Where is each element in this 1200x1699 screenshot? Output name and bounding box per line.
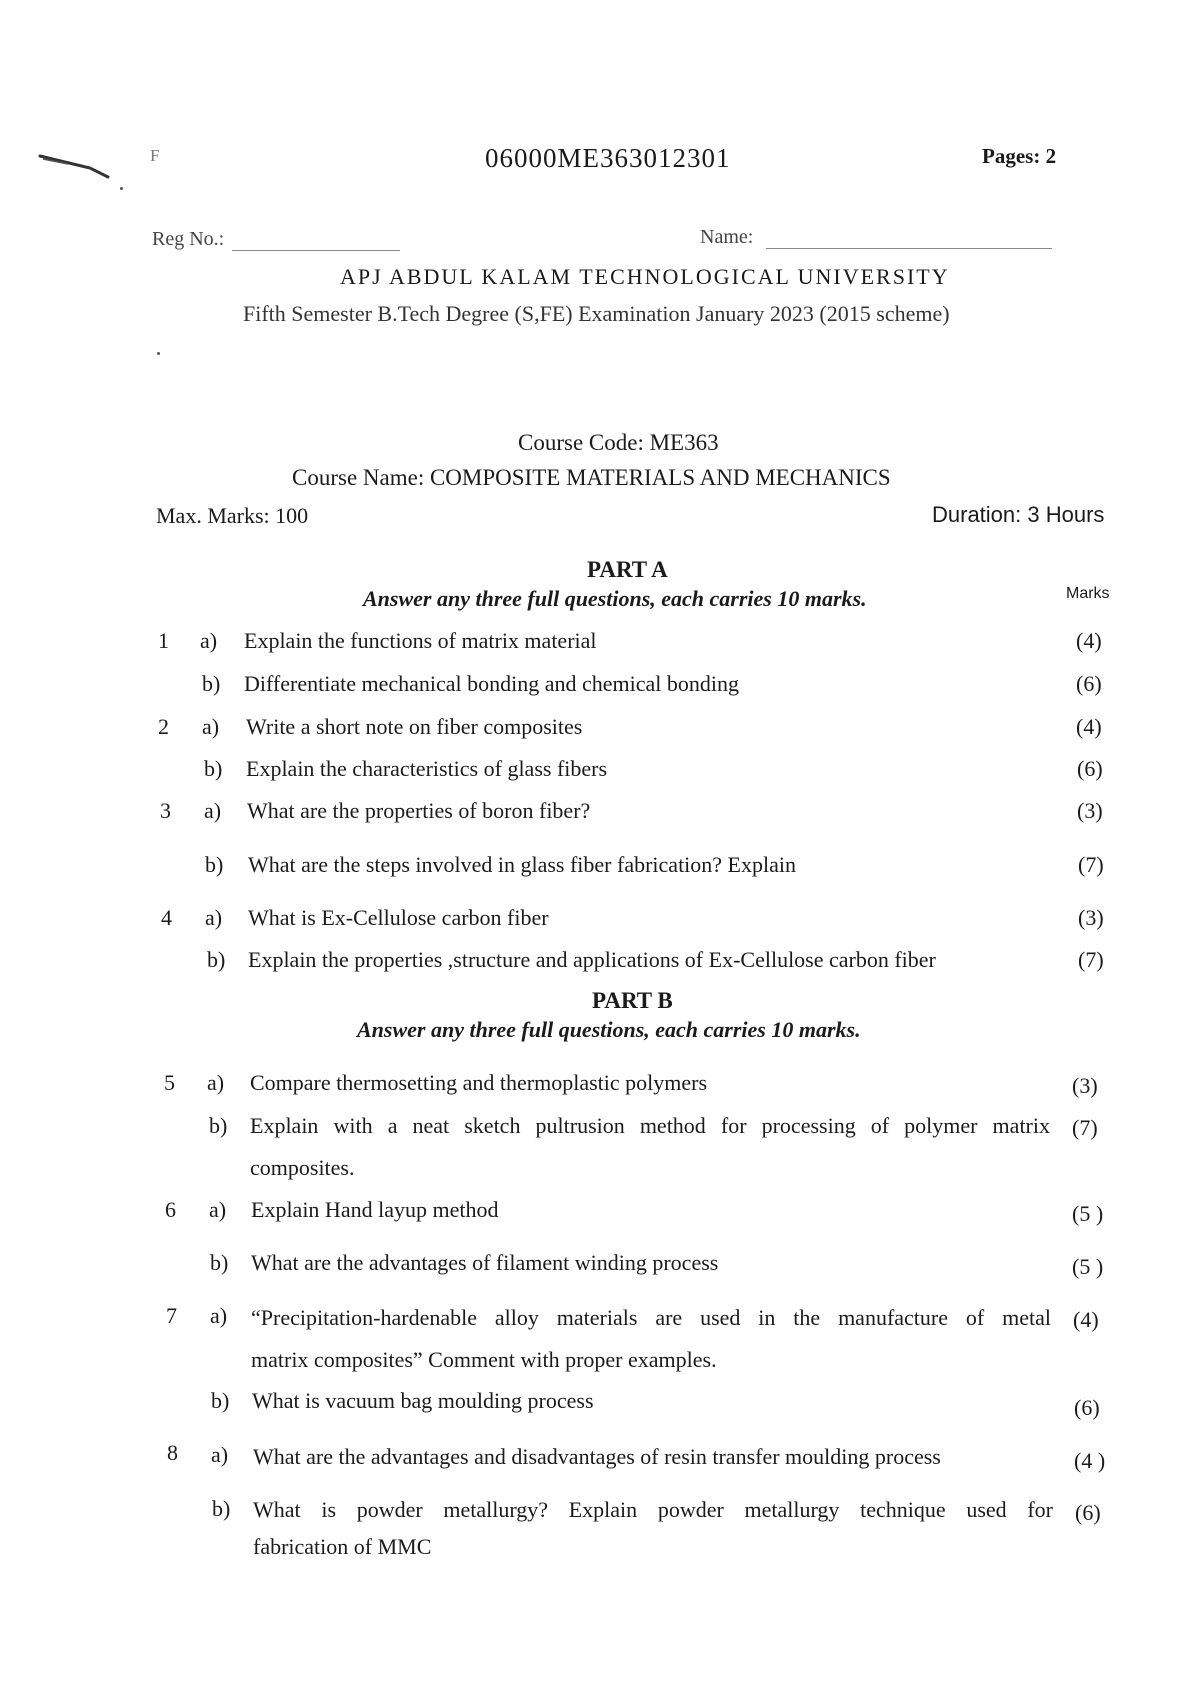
sub-label: b) <box>202 671 221 696</box>
question-text: “Precipitation-hardenable alloy materials are used in the manufacture of metal <box>251 1305 1051 1330</box>
question-text: Compare thermosetting and thermoplastic polymers <box>250 1070 708 1095</box>
question-text: What is powder metallurgy? Explain powder metallurgy technique used for <box>253 1497 1053 1522</box>
sub-label: b) <box>211 1388 230 1413</box>
reg-no-label: Reg No.: <box>152 228 225 250</box>
question-marks: (7) <box>1072 1115 1098 1140</box>
question-text: Explain Hand layup method <box>251 1197 499 1222</box>
sub-label: a) <box>210 1303 228 1328</box>
part-b-title: PART B <box>592 988 673 1013</box>
name-label: Name: <box>700 226 754 248</box>
question-marks: (6) <box>1074 1395 1100 1420</box>
question-text: What is vacuum bag moulding process <box>252 1388 594 1413</box>
university-name: APJ ABDUL KALAM TECHNOLOGICAL UNIVERSITY <box>340 264 950 289</box>
question-text: Explain the functions of matrix material <box>244 628 597 653</box>
question-marks: (6) <box>1075 1500 1101 1525</box>
sub-label: a) <box>211 1442 229 1467</box>
question-text: Explain the properties ,structure and applications of Ex-Cellulose carbon fiber <box>248 947 936 972</box>
sub-label: b) <box>204 756 223 781</box>
exam-title: Fifth Semester B.Tech Degree (S,FE) Examination January 2023 (2015 scheme) <box>243 301 950 326</box>
corner-mark: F <box>150 146 160 165</box>
ink-dot <box>120 187 123 190</box>
page-count: Pages: 2 <box>982 144 1057 168</box>
question-marks: (6) <box>1076 671 1102 696</box>
pen-stroke-mark <box>38 150 118 180</box>
sub-label: a) <box>205 905 223 930</box>
sub-label: b) <box>209 1113 228 1138</box>
question-marks: (7) <box>1078 852 1104 877</box>
name-field <box>766 248 1052 249</box>
question-text: What are the properties of boron fiber? <box>247 798 591 823</box>
sub-label: a) <box>209 1197 227 1222</box>
question-marks: (5 ) <box>1072 1254 1104 1279</box>
max-marks: Max. Marks: 100 <box>156 503 309 528</box>
question-marks: (4) <box>1076 628 1102 653</box>
reg-no-field <box>232 250 400 251</box>
question-text-continued: fabrication of MMC <box>253 1534 432 1559</box>
question-text: What is Ex-Cellulose carbon fiber <box>248 905 549 930</box>
question-text: Differentiate mechanical bonding and chemical bonding <box>244 671 740 696</box>
question-marks: (7) <box>1078 947 1104 972</box>
marks-column-header: Marks <box>1066 585 1110 602</box>
question-marks: (5 ) <box>1072 1201 1104 1226</box>
question-number: 7 <box>166 1303 177 1328</box>
question-text: Write a short note on fiber composites <box>246 714 583 739</box>
question-number: 4 <box>161 905 172 930</box>
sub-label: b) <box>207 947 226 972</box>
question-text-continued: matrix composites” Comment with proper examples. <box>251 1347 717 1372</box>
question-marks: (3) <box>1077 798 1103 823</box>
question-text-continued: composites. <box>250 1155 355 1180</box>
question-marks: (3) <box>1072 1073 1098 1098</box>
question-text: Explain with a neat sketch pultrusion method for processing of polymer matrix <box>250 1113 1050 1138</box>
part-a-title: PART A <box>587 557 668 582</box>
ink-dot <box>157 352 160 355</box>
question-marks: (3) <box>1078 905 1104 930</box>
question-marks: (6) <box>1077 756 1103 781</box>
question-text: What are the advantages and disadvantages of resin transfer moulding process <box>253 1444 941 1469</box>
question-number: 5 <box>164 1070 175 1095</box>
sub-label: a) <box>200 628 218 653</box>
sub-label: a) <box>207 1070 225 1095</box>
question-number: 3 <box>160 798 171 823</box>
question-number: 6 <box>165 1197 176 1222</box>
question-text: Explain the characteristics of glass fibers <box>246 756 608 781</box>
question-number: 2 <box>158 714 169 739</box>
question-number: 8 <box>167 1440 178 1465</box>
course-code: Course Code: ME363 <box>518 430 719 455</box>
part-b-instruction: Answer any three full questions, each carries 10 marks. <box>357 1017 861 1042</box>
question-marks: (4 ) <box>1074 1448 1106 1473</box>
course-name: Course Name: COMPOSITE MATERIALS AND MECHANICS <box>292 465 891 490</box>
question-number: 1 <box>158 628 169 653</box>
question-marks: (4) <box>1073 1307 1099 1332</box>
question-marks: (4) <box>1076 714 1102 739</box>
sub-label: b) <box>212 1496 231 1521</box>
part-a-instruction: Answer any three full questions, each carries 10 marks. <box>363 586 867 611</box>
question-text: What are the advantages of filament winding process <box>251 1250 719 1275</box>
sub-label: b) <box>210 1250 229 1275</box>
duration: Duration: 3 Hours <box>932 502 1105 527</box>
sub-label: b) <box>205 852 224 877</box>
sub-label: a) <box>202 714 220 739</box>
sub-label: a) <box>204 798 222 823</box>
question-text: What are the steps involved in glass fiber fabrication? Explain <box>248 852 796 877</box>
paper-code: 06000ME363012301 <box>485 143 731 173</box>
